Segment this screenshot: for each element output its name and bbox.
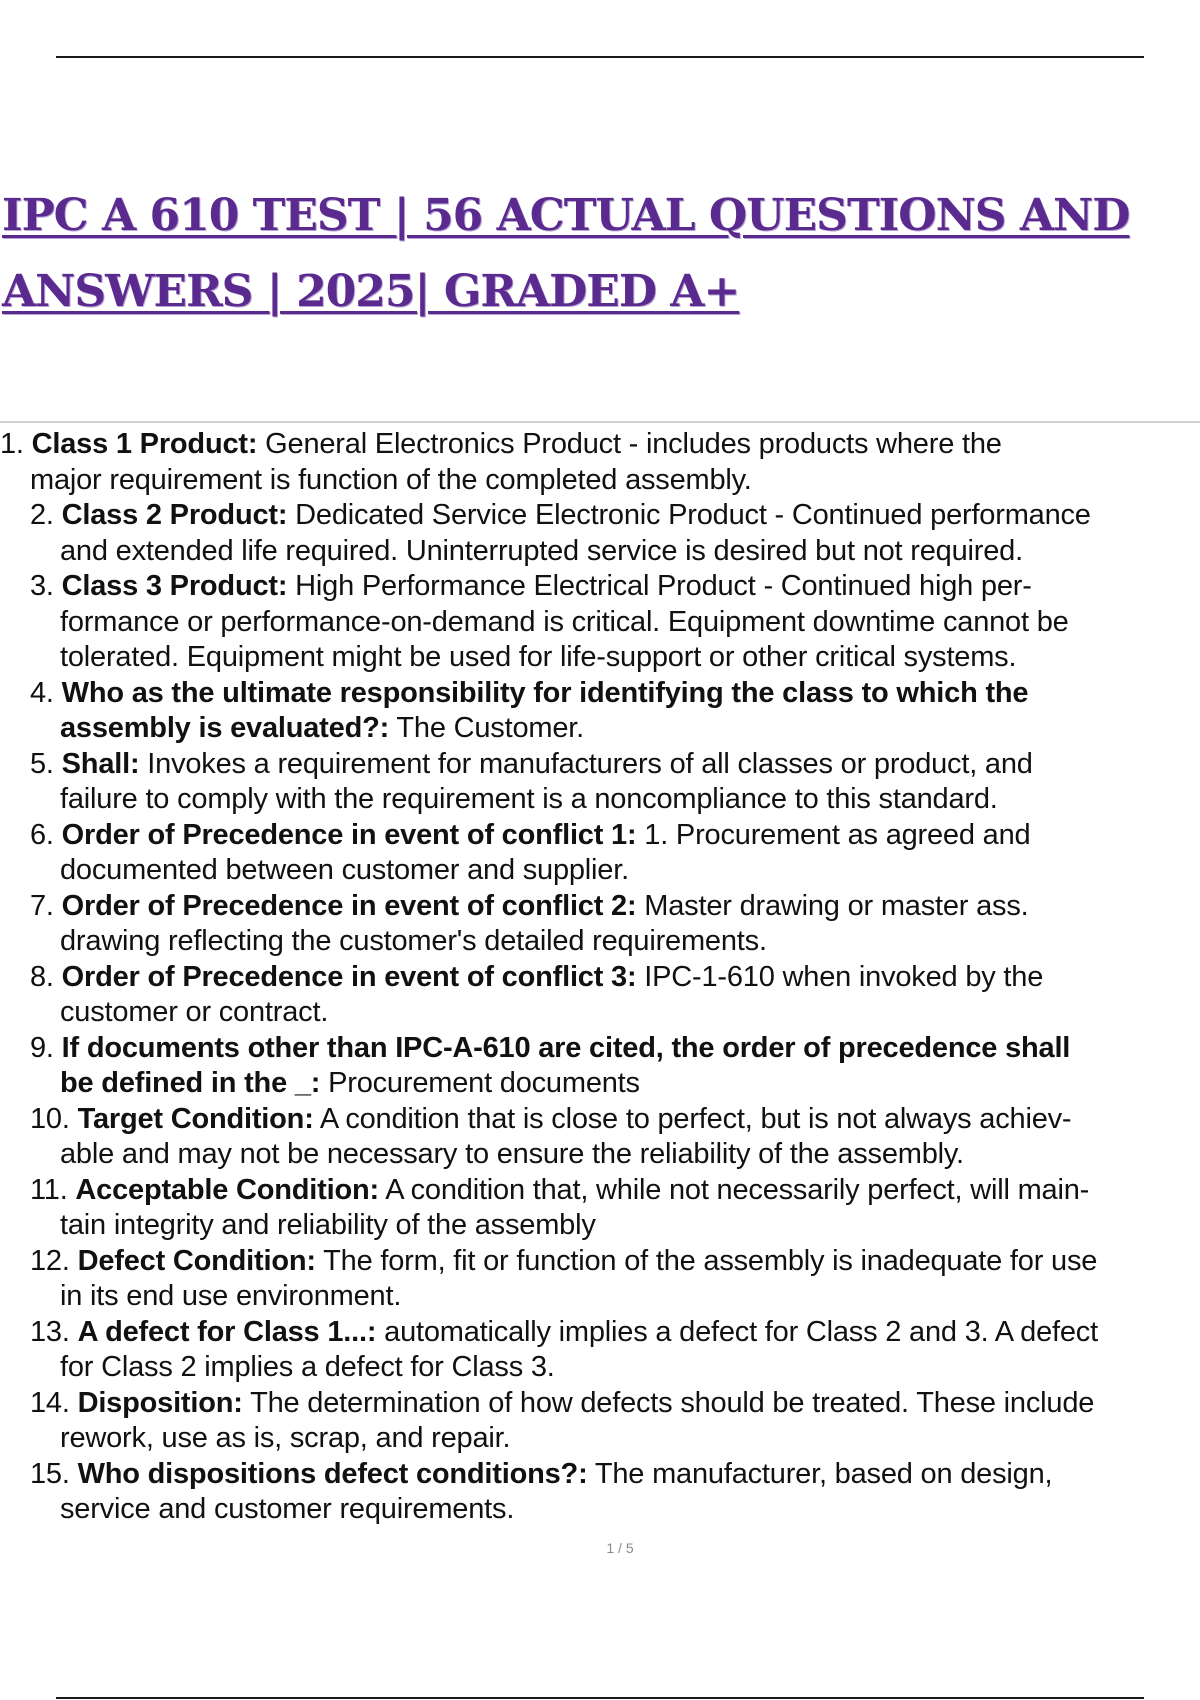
qa-line	[30, 498, 1200, 534]
qa-line	[30, 995, 1200, 1031]
question-text: Disposition:	[77, 1386, 243, 1419]
answer-text: major requirement is function of the completed assembly.	[30, 463, 752, 496]
qa-line	[30, 1457, 1200, 1493]
top-divider	[56, 56, 1144, 58]
question-text: Class 2 Product:	[61, 499, 288, 531]
document-title	[2, 178, 1182, 330]
qa-line	[30, 747, 1200, 783]
question-text: Acceptable Condition:	[75, 1173, 379, 1206]
question-text: Class 1 Product:	[31, 428, 258, 460]
answer-text: The form, fit or function of the assembly is inadequate for use	[315, 1244, 1098, 1277]
question-text: Target Condition:	[77, 1102, 314, 1135]
qa-line	[30, 640, 1200, 676]
answer-text: IPC-1-610 when invoked by the	[636, 960, 1044, 993]
answer-text: High Performance Electrical Product - Continued high per-	[287, 570, 1032, 602]
question-text: assembly is evaluated?:	[60, 712, 390, 744]
item-number: 3.	[30, 570, 54, 602]
item-number: 6.	[30, 818, 54, 851]
question-text: Order of Precedence in event of conflict 1:	[61, 818, 637, 851]
answer-text: able and may not be necessary to ensure the reliability of the assembly.	[60, 1138, 964, 1170]
item-number: 1.	[0, 428, 24, 460]
qa-item	[0, 960, 1200, 1031]
answer-text: A condition that, while not necessarily perfect, will main-	[378, 1173, 1090, 1206]
qa-line	[30, 1315, 1200, 1351]
qa-item	[0, 1102, 1200, 1173]
question-text: Order of Precedence in event of conflict 2:	[61, 889, 637, 922]
answer-text: rework, use as is, scrap, and repair.	[60, 1422, 511, 1454]
qa-line	[0, 463, 1200, 499]
qa-line	[30, 1137, 1200, 1173]
qa-line	[0, 427, 1200, 463]
answer-text: tolerated. Equipment might be used for life-support or other critical systems.	[60, 641, 1017, 673]
qa-line	[30, 1350, 1200, 1386]
answer-text: Procurement documents	[320, 1067, 640, 1099]
qa-item	[0, 1386, 1200, 1457]
qa-item	[0, 818, 1200, 889]
answer-text: Master drawing or master ass.	[636, 889, 1029, 922]
item-number: 5.	[30, 747, 54, 780]
qa-line	[30, 676, 1200, 712]
qa-item	[0, 569, 1200, 676]
answer-text: A condition that is close to perfect, but is not always achiev-	[313, 1102, 1072, 1135]
bottom-divider	[56, 1697, 1144, 1699]
qa-line	[30, 1173, 1200, 1209]
title-line-1: IPC A 610 TEST | 56 ACTUAL QUESTIONS AND	[2, 190, 1130, 241]
qa-line	[30, 1492, 1200, 1528]
item-number: 13.	[30, 1315, 70, 1348]
question-text: Class 3 Product:	[61, 570, 288, 602]
question-text: Order of Precedence in event of conflict 3:	[61, 960, 637, 993]
qa-item	[0, 1173, 1200, 1244]
answer-text: The manufacturer, based on design,	[587, 1457, 1053, 1490]
qa-line	[30, 711, 1200, 747]
qa-line	[30, 960, 1200, 996]
qa-item	[0, 747, 1200, 818]
item-number: 4.	[30, 676, 54, 709]
qa-item	[0, 498, 1200, 569]
qa-item	[0, 889, 1200, 960]
answer-text: The Customer.	[389, 712, 584, 744]
qa-line	[30, 605, 1200, 641]
qa-line	[30, 782, 1200, 818]
qa-line	[30, 1066, 1200, 1102]
qa-line	[30, 853, 1200, 889]
qa-line	[30, 889, 1200, 925]
qa-line	[30, 1208, 1200, 1244]
title-line-2: ANSWERS | 2025| GRADED A+	[2, 266, 740, 317]
section-divider	[0, 421, 1200, 423]
question-text: A defect for Class 1...:	[77, 1315, 377, 1348]
answer-text: documented between customer and supplier.	[60, 854, 629, 886]
item-number: 14.	[30, 1386, 70, 1419]
qa-line	[30, 924, 1200, 960]
answer-text: in its end use environment.	[60, 1280, 402, 1312]
item-number: 7.	[30, 889, 54, 922]
answer-text: for Class 2 implies a defect for Class 3.	[60, 1351, 555, 1383]
item-number: 10.	[30, 1102, 70, 1135]
qa-line	[30, 1244, 1200, 1280]
item-number: 12.	[30, 1244, 70, 1277]
answer-text: Invokes a requirement for manufacturers of all classes or product, and	[139, 747, 1033, 780]
item-number: 8.	[30, 960, 54, 993]
question-text: Defect Condition:	[77, 1244, 316, 1277]
item-number: 15.	[30, 1457, 70, 1490]
qa-line	[30, 1031, 1200, 1067]
answer-text: and extended life required. Uninterrupted service is desired but not required.	[60, 534, 1023, 567]
answer-text: The determination of how defects should be treated. These include	[242, 1386, 1095, 1419]
qa-item	[0, 676, 1200, 747]
answer-text: Dedicated Service Electronic Product - Continued performance	[287, 499, 1091, 531]
question-text: Shall:	[61, 747, 140, 780]
question-answer-list	[0, 427, 1200, 1528]
question-text: Who as the ultimate responsibility for identifying the class to which the	[61, 676, 1029, 709]
answer-text: service and customer requirements.	[60, 1493, 515, 1525]
qa-item	[0, 1031, 1200, 1102]
question-text: Who dispositions defect conditions?:	[77, 1457, 588, 1490]
qa-item	[0, 1315, 1200, 1386]
qa-item	[0, 1244, 1200, 1315]
qa-item	[0, 427, 1200, 498]
answer-text: General Electronics Product - includes products where the	[257, 428, 1002, 460]
question-text: be defined in the _:	[60, 1067, 321, 1099]
answer-text: automatically implies a defect for Class 2 and 3. A defect	[376, 1315, 1098, 1348]
item-number: 11.	[30, 1173, 68, 1206]
item-number: 9.	[30, 1031, 54, 1064]
qa-line	[30, 818, 1200, 854]
question-text: If documents other than IPC-A-610 are cited, the order of precedence shall	[61, 1031, 1071, 1064]
qa-line	[30, 1279, 1200, 1315]
answer-text: tain integrity and reliability of the assembly	[60, 1209, 596, 1241]
answer-text: drawing reflecting the customer's detailed requirements.	[60, 925, 767, 957]
qa-line	[30, 1102, 1200, 1138]
qa-item	[0, 1457, 1200, 1528]
qa-line	[30, 1386, 1200, 1422]
page-indicator: 1 / 5	[606, 1540, 634, 1556]
answer-text: 1. Procurement as agreed and	[636, 818, 1031, 851]
answer-text: failure to comply with the requirement is a noncompliance to this standard.	[60, 783, 998, 815]
answer-text: customer or contract.	[60, 996, 329, 1028]
item-number: 2.	[30, 499, 54, 531]
qa-line	[30, 569, 1200, 605]
qa-line	[30, 534, 1200, 570]
qa-line	[30, 1421, 1200, 1457]
answer-text: formance or performance-on-demand is critical. Equipment downtime cannot be	[60, 605, 1069, 638]
